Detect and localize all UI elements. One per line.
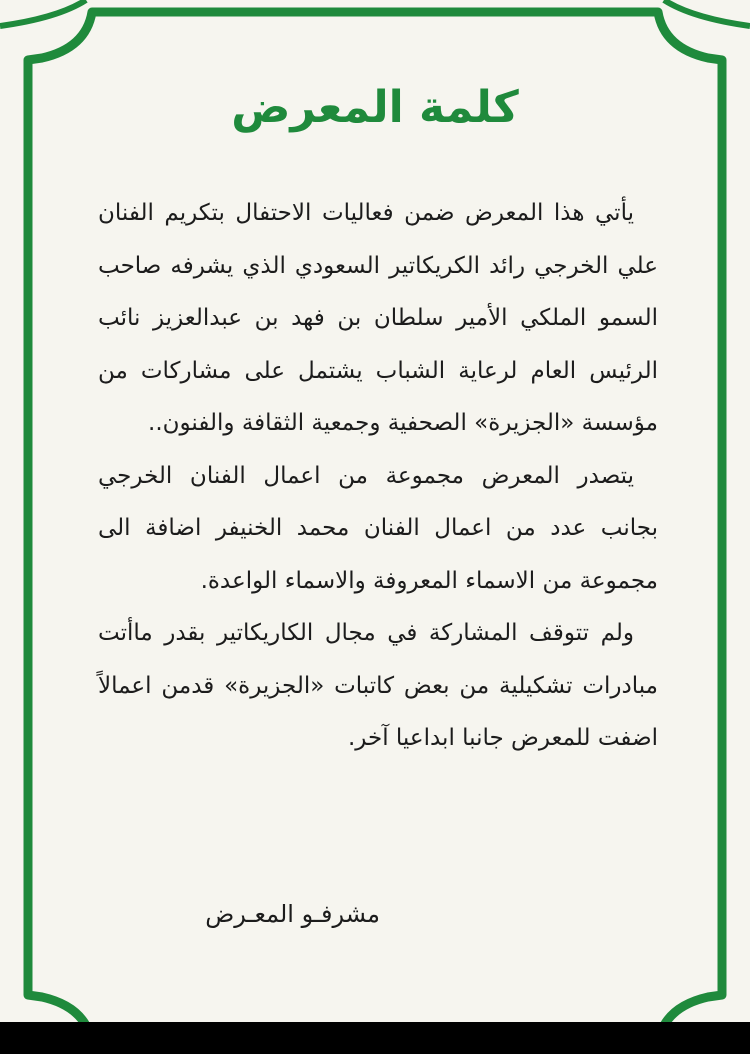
frame-corner-top-left	[0, 0, 86, 26]
body-text	[98, 187, 658, 765]
paragraph-intro: يأتي هذا المعرض ضمن فعاليات الاحتفال بتكريم الفنان علي الخرجي رائد الكريكاتير السعودي الذي يشرفه صاحب السمو الملكي الأمير سلطان بن فهد بن عبدالعزيز نائب الرئيس العام لرعاية الشباب يشتمل على مشاركات من مؤسسة «الجزيرة» الصحفية وجمعية الثقافة والفنون..	[98, 200, 658, 436]
page-title: كلمة المعرض	[231, 82, 519, 133]
signature: مشرفـو المعـرض	[205, 900, 380, 928]
paragraph-collection: يتصدر المعرض مجموعة من اعمال الفنان الخرجي بجانب عدد من اعمال الفنان محمد الخنيفر اضافة الى مجموعة من الاسماء المعروفة والاسماء الواعدة.	[98, 462, 658, 594]
frame-corner-top-right	[664, 0, 750, 26]
paragraph-contributions: ولم تتوقف المشاركة في مجال الكاريكاتير بقدر ماأتت مبادرات تشكيلية من بعض كاتبات «الجزيرة» قدمن اعمالاً اضفت للمعرض جانبا ابداعيا آخر.	[98, 620, 658, 751]
bottom-scan-band	[0, 1022, 750, 1054]
